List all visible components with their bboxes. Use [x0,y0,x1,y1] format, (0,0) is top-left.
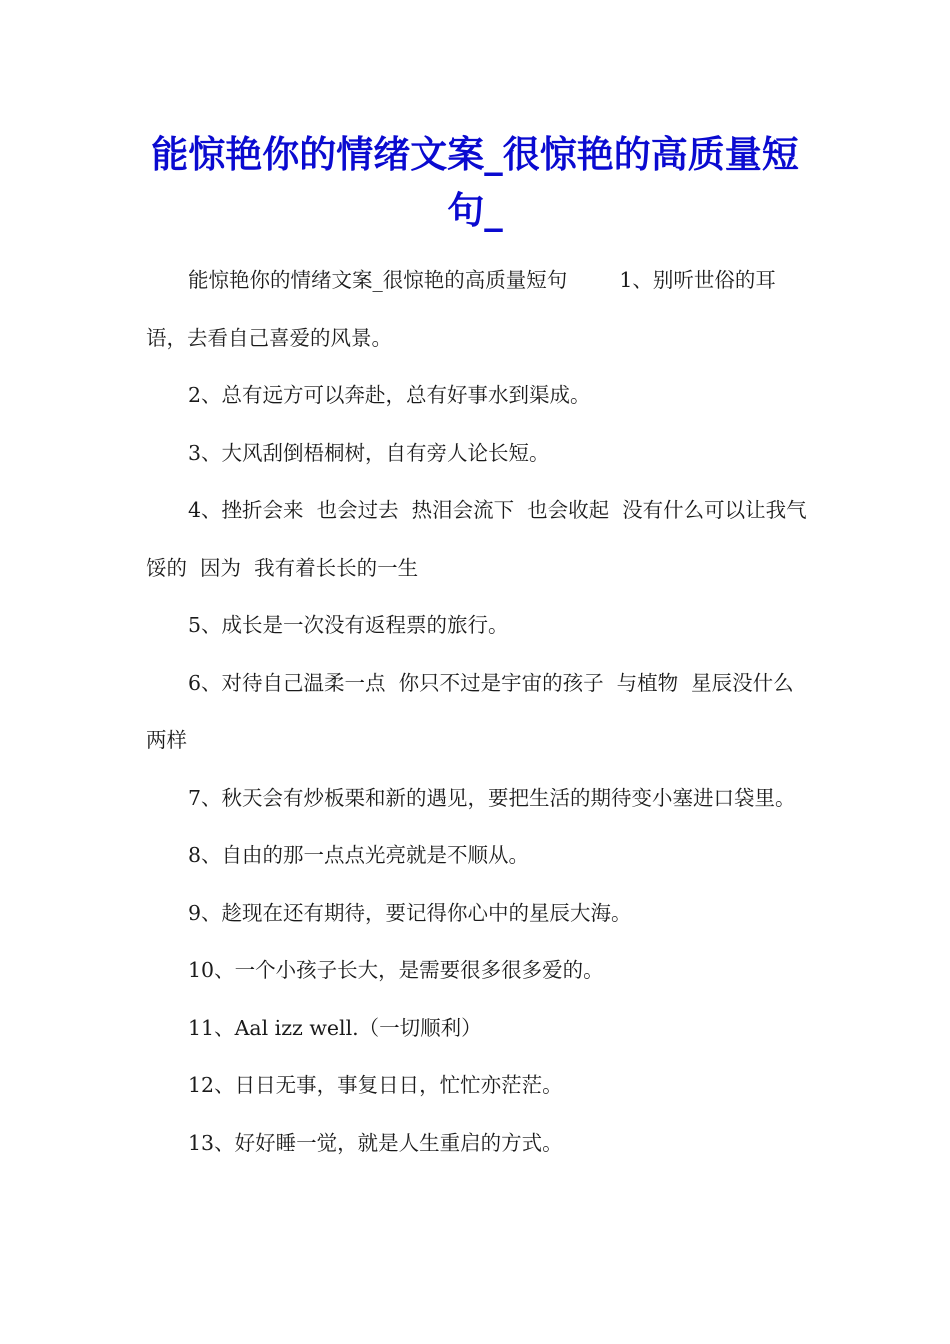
paragraph-7: 7、秋天会有炒板栗和新的遇见，要把生活的期待变小塞进口袋里。 [188,785,796,810]
document-body [146,252,808,1172]
paragraph-4: 4、挫折会来 也会过去 热泪会流下 也会收起 没有什么可以让我气馁的 因为 我有着长长的一生 [146,498,807,580]
paragraph-8: 8、自由的那一点点光亮就是不顺从。 [188,843,530,867]
paragraph-5: 5、成长是一次没有返程票的旅行。 [188,613,509,637]
paragraph-9: 9、趁现在还有期待，要记得你心中的星辰大海。 [188,900,632,925]
paragraph-12: 12、日日无事，事复日日，忙忙亦茫茫。 [188,1073,563,1097]
paragraph-10: 10、一个小孩子长大，是需要很多很多爱的。 [188,958,604,982]
paragraph-11: 11、Aal izz well.（一切顺利） [188,1015,482,1040]
document-title: 能惊艳你的情绪文案_很惊艳的高质量短句_ [151,132,799,232]
paragraph-6: 6、对待自己温柔一点 你只不过是宇宙的孩子 与植物 星辰没什么两样 [146,670,794,752]
paragraph-2: 2、总有远方可以奔赴，总有好事水到渠成。 [188,383,591,407]
paragraph-13: 13、好好睡一觉，就是人生重启的方式。 [188,1130,563,1155]
paragraph-3: 3、大风刮倒梧桐树，自有旁人论长短。 [188,440,550,465]
paragraph-1: 能惊艳你的情绪文案_很惊艳的高质量短句 1、别听世俗的耳语，去看自己喜爱的风景。 [146,268,776,350]
